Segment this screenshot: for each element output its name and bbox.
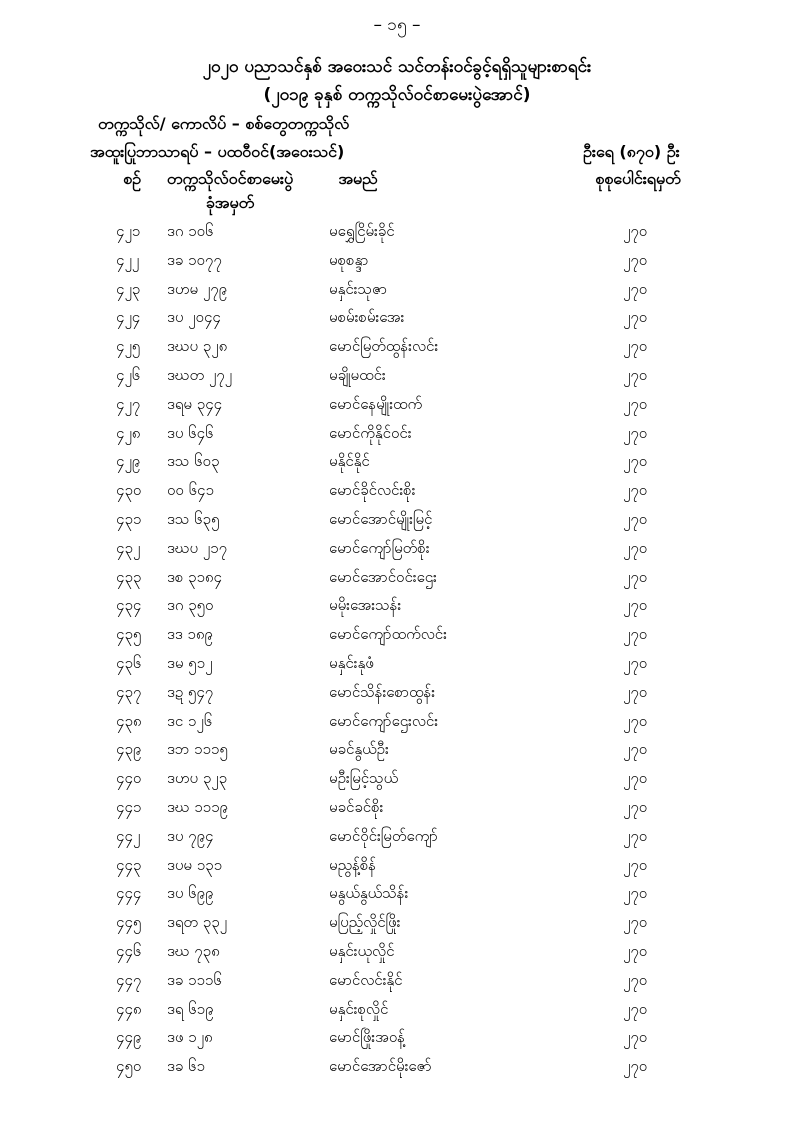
serial-cell: ၄၂၆ <box>116 365 141 384</box>
marks-cell: ၂၇၀ <box>623 711 648 730</box>
roll-cell: ဒပ ၇၉၄ <box>167 826 214 845</box>
name-cell: မောင်ကျော်ထက်လင်း <box>329 625 447 644</box>
marks-cell: ၂၇၀ <box>623 769 648 788</box>
roll-cell: ဒဘ ၁၁၁၅ <box>167 740 228 759</box>
page-number: – ၁၅ – <box>373 15 421 35</box>
serial-cell: ၄၂၇ <box>116 394 141 413</box>
name-cell: မောင်လင်းနိုင် <box>329 970 403 989</box>
table-row <box>0 654 794 683</box>
marks-cell: ၂၇၀ <box>623 682 648 701</box>
roll-cell: ဒပမ ၁၃၁ <box>167 855 223 874</box>
roll-cell: ဒသ ၆၃၅ <box>167 509 220 528</box>
marks-cell: ၂၇၀ <box>623 941 648 960</box>
roll-cell: ဒဃပ ၃၂၈ <box>167 337 228 356</box>
serial-cell: ၄၄၆ <box>116 941 142 960</box>
roll-cell: ဒဒ ၁၈၉ <box>167 625 213 644</box>
table-row <box>0 395 794 424</box>
table-row <box>0 424 794 453</box>
name-cell: မနွယ်နွယ်သိန်း <box>329 884 409 903</box>
name-cell: မောင်ခိုင်လင်းစိုး <box>329 481 416 500</box>
table-row <box>0 1028 794 1057</box>
roll-cell: ဒခ ၆၁ <box>167 1057 205 1076</box>
marks-cell: ၂၇၀ <box>623 970 648 989</box>
marks-cell: ၂၇၀ <box>623 1028 648 1047</box>
name-cell: မောင်ဖြိုးအဝန့် <box>329 1028 406 1047</box>
document-title: ၂၀၂၀ ပညာသင်နှစ် အဝေးသင် သင်တန်းဝင်ခွင့်ရရှိသူများစာရင်း <box>202 57 592 77</box>
name-cell: မောင်ဝိုင်းမြတ်ကျော် <box>329 826 438 845</box>
table-row <box>0 884 794 913</box>
name-cell: မညွန့်စိန် <box>329 855 377 874</box>
roll-cell: ဒသ ၆၀၃ <box>167 452 220 471</box>
name-cell: မပြည့်လှိုင်ဖြိုး <box>329 913 401 932</box>
marks-cell: ၂၇၀ <box>623 394 648 413</box>
marks-cell: ၂၇၀ <box>623 308 648 327</box>
document-subtitle: (၂၀၁၉ ခုနှစ် တက္ကသိုလ်ဝင်စာမေးပွဲအောင်) <box>263 85 531 105</box>
table-row <box>0 539 794 568</box>
table-row <box>0 971 794 1000</box>
roll-cell: ဒဃ ၇၃၈ <box>167 941 220 960</box>
roll-cell: ဒခ ၁၀၇၇ <box>167 250 222 269</box>
serial-cell: ၄၂၂ <box>116 250 140 269</box>
roll-cell: ဒဂ ၁၀၆ <box>167 222 214 240</box>
serial-cell: ၄၃၃ <box>116 567 142 586</box>
name-cell: မခင်နွယ်ဦး <box>329 740 389 759</box>
table-row <box>0 481 794 510</box>
roll-cell: ဒပ ၂၀၄၄ <box>167 308 221 327</box>
roll-cell: ဒရမ ၃၄၄ <box>167 394 223 413</box>
name-cell: မရွှေငြိမ်းခိုင် <box>329 222 395 240</box>
name-cell: မနှင်းသုဇာ <box>329 279 388 298</box>
name-cell: မောင်ကိုနိုင်ဝင်း <box>329 423 412 442</box>
marks-cell: ၂၇၀ <box>623 884 648 903</box>
roll-cell: ဒဍ ၅၄၇ <box>167 682 214 701</box>
marks-cell: ၂၇၀ <box>623 1057 648 1076</box>
table-row <box>0 568 794 597</box>
serial-cell: ၄၂၉ <box>116 452 141 471</box>
roll-cell: ဒဃပ ၂၁၇ <box>167 538 228 557</box>
serial-cell: ၄၄၈ <box>116 999 142 1018</box>
serial-cell: ၄၃၂ <box>116 538 141 557</box>
serial-cell: ၄၂၃ <box>116 279 141 298</box>
roll-cell: ဒဃ ၁၁၁၉ <box>167 797 228 816</box>
name-cell: မောင်အောင်မိုးဇော် <box>329 1057 432 1076</box>
name-cell: မခင်ခင်စိုး <box>329 797 384 816</box>
table-row <box>0 596 794 625</box>
name-cell: မနှင်းယုလှိုင် <box>329 941 395 960</box>
table-row <box>0 308 794 337</box>
name-cell: မောင်အောင်ဝင်းဌေး <box>329 567 437 586</box>
roll-cell: ဝဝ ၆၄၁ <box>167 481 214 500</box>
serial-cell: ၄၂၅ <box>116 337 141 356</box>
table-row <box>0 769 794 798</box>
marks-cell: ၂၇၀ <box>623 999 648 1018</box>
marks-cell: ၂၇၀ <box>623 250 648 269</box>
table-row <box>0 366 794 395</box>
marks-cell: ၂၇၀ <box>623 452 648 471</box>
roll-cell: ဒဖ ၁၂၈ <box>167 1028 213 1047</box>
name-cell: မစမ်းစမ်းအေး <box>329 308 405 327</box>
marks-cell: ၂၇၀ <box>623 538 648 557</box>
table-row <box>0 625 794 654</box>
serial-cell: ၄၂၈ <box>116 423 141 442</box>
name-cell: မောင်အောင်မျိုးမြင့် <box>329 509 433 528</box>
serial-cell: ၄၃၅ <box>116 625 142 644</box>
name-cell: မောင်မြတ်ထွန်းလင်း <box>329 337 439 356</box>
table-row <box>0 827 794 856</box>
serial-cell: ၄၃၇ <box>116 682 142 701</box>
table-row <box>0 337 794 366</box>
name-cell: မဦးမြင့်သွယ် <box>329 769 399 788</box>
serial-cell: ၄၃၉ <box>116 740 142 759</box>
column-header-name: အမည် <box>338 169 378 188</box>
table-row <box>0 1000 794 1029</box>
major-line: အထူးပြုဘာသာရပ် – ပထဝီဝင်(အဝေးသင်) <box>90 142 345 161</box>
column-header-marks: စုစုပေါင်းရမှတ် <box>595 169 681 188</box>
table-row <box>0 510 794 539</box>
column-header-serial: စဉ် <box>123 169 141 188</box>
marks-cell: ၂၇၀ <box>623 222 648 240</box>
roll-cell: ဒခ ၁၁၁၆ <box>167 970 222 989</box>
serial-cell: ၄၄၀ <box>116 769 142 788</box>
table-row <box>0 452 794 481</box>
column-header-roll: တက္ကသိုလ်ဝင်စာမေးပွဲ ခုံအမှတ် <box>166 169 294 212</box>
serial-cell: ၄၄၁ <box>116 797 142 816</box>
name-cell: မနိုင်နိုင် <box>329 452 370 471</box>
roll-cell: ဒင ၁၂၆ <box>167 711 213 730</box>
roll-cell: ဒဟပ ၃၂၃ <box>167 769 228 788</box>
table-row <box>0 740 794 769</box>
table-row <box>0 683 794 712</box>
marks-cell: ၂၇၀ <box>623 740 648 759</box>
marks-cell: ၂၇၀ <box>623 337 648 356</box>
roll-cell: ဒပ ၆၉၉ <box>167 884 214 903</box>
serial-cell: ၄၄၇ <box>116 970 142 989</box>
name-cell: မောင်ကျော်မြတ်စိုး <box>329 538 430 557</box>
marks-cell: ၂၇၀ <box>623 509 648 528</box>
table-row <box>0 222 794 251</box>
marks-cell: ၂၇၀ <box>623 279 648 298</box>
marks-cell: ၂၇၀ <box>623 913 648 932</box>
serial-cell: ၄၃၁ <box>116 509 142 528</box>
serial-cell: ၄၃၄ <box>116 596 142 615</box>
serial-cell: ၄၄၃ <box>116 855 142 874</box>
marks-cell: ၂၇၀ <box>623 423 648 442</box>
roll-cell: ဒစ ၃၁၈၄ <box>167 567 222 586</box>
serial-cell: ၄၂၄ <box>116 308 141 327</box>
table-row <box>0 280 794 309</box>
serial-cell: ၄၄၄ <box>116 884 142 903</box>
serial-cell: ၄၃၆ <box>116 653 142 672</box>
marks-cell: ၂၇၀ <box>623 481 648 500</box>
serial-cell: ၄၂၁ <box>116 222 141 240</box>
marks-cell: ၂၇၀ <box>623 826 648 845</box>
serial-cell: ၄၄၅ <box>116 913 142 932</box>
roll-cell: ဒဂ ၃၅၀ <box>167 596 214 615</box>
name-cell: မစုစန္ဒာ <box>329 250 369 269</box>
marks-cell: ၂၇၀ <box>623 653 648 672</box>
results-table <box>0 222 794 1086</box>
name-cell: မောင်နေမျိုးထက် <box>329 394 423 413</box>
marks-cell: ၂၇၀ <box>623 855 648 874</box>
table-row <box>0 1057 794 1086</box>
marks-cell: ၂၇၀ <box>623 567 648 586</box>
serial-cell: ၄၄၂ <box>116 826 141 845</box>
department-line: တက္ကသိုလ်/ ကောလိပ် – စစ်တွေတက္ကသိုလ် <box>98 114 350 133</box>
name-cell: မမိုးအေးသန်း <box>329 596 402 615</box>
table-row <box>0 251 794 280</box>
serial-cell: ၄၄၉ <box>116 1028 142 1047</box>
roll-cell: ဒပ ၆၄၆ <box>167 423 214 442</box>
count-line: ဦးရေ (၈၇၀) ဦး <box>583 142 680 161</box>
name-cell: မနှင်းစုလှိုင် <box>329 999 389 1018</box>
name-cell: မနှင်းနုဖံ <box>329 653 374 672</box>
name-cell: မောင်ကျော်ဌေးလင်း <box>329 711 439 730</box>
marks-cell: ၂၇၀ <box>623 625 648 644</box>
table-row <box>0 712 794 741</box>
table-row <box>0 913 794 942</box>
serial-cell: ၄၃၈ <box>116 711 142 730</box>
roll-cell: ဒဟမ ၂၇၉ <box>167 279 228 298</box>
marks-cell: ၂၇၀ <box>623 596 648 615</box>
serial-cell: ၄၃၀ <box>116 481 142 500</box>
roll-cell: ဒရ ၆၁၉ <box>167 999 214 1018</box>
serial-cell: ၄၅၀ <box>116 1057 142 1076</box>
roll-cell: ဒမ ၅၁၂ <box>167 653 213 672</box>
marks-cell: ၂၇၀ <box>623 797 648 816</box>
roll-cell: ဒဃတ ၂၇၂ <box>167 365 233 384</box>
name-cell: မချိုမထင်း <box>329 365 386 384</box>
marks-cell: ၂၇၀ <box>623 365 648 384</box>
name-cell: မောင်သိန်းစောထွန်း <box>329 682 436 701</box>
roll-cell: ဒရတ ၃၃၂ <box>167 913 228 932</box>
table-row <box>0 798 794 827</box>
table-row <box>0 942 794 971</box>
table-row <box>0 856 794 885</box>
